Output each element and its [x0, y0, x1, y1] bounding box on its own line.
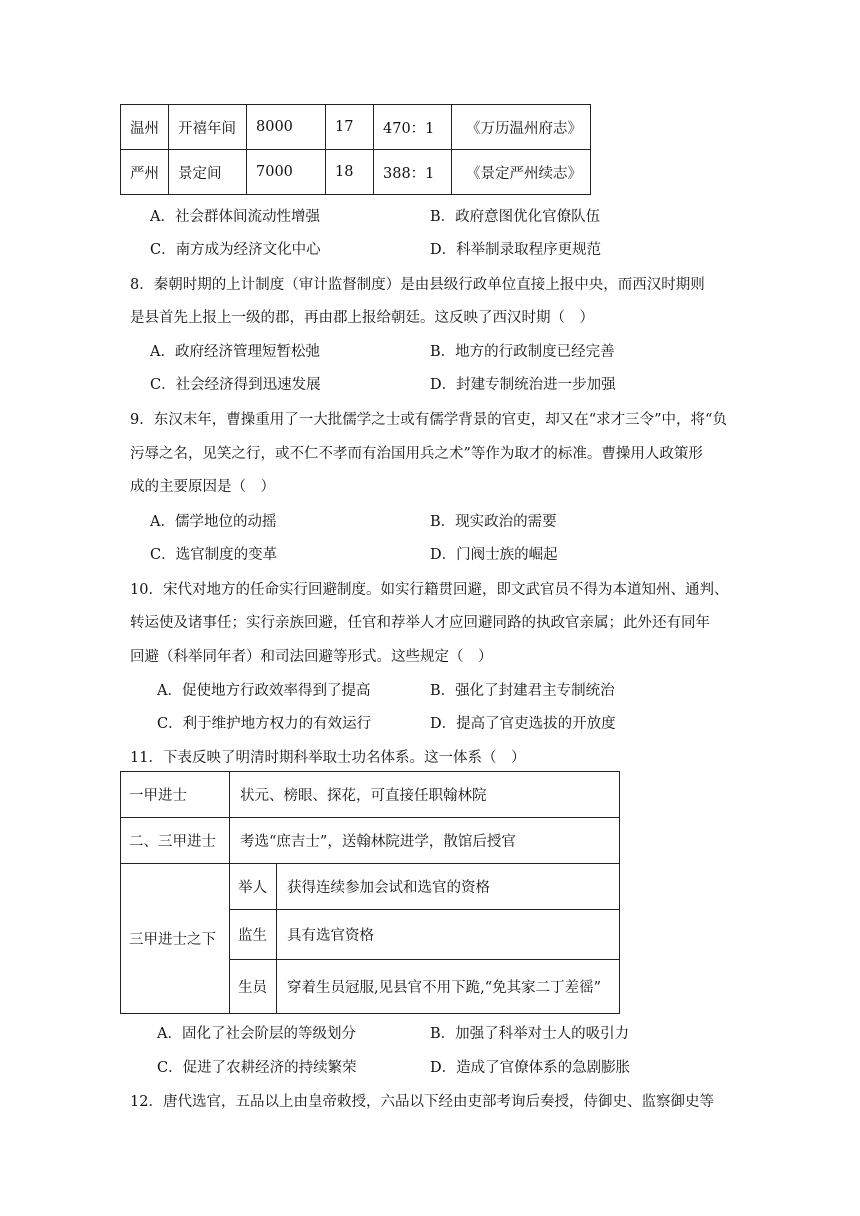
q10-option-b: B．强化了封建君主专制统治 [430, 683, 615, 699]
table-cell-head: 二、三甲进士 [121, 818, 230, 864]
q9-option-b: B．现实政治的需要 [430, 514, 557, 530]
table-cell: 温州 [121, 105, 169, 150]
table-cell: 严州 [121, 150, 169, 195]
table-cell: 388：1 [374, 150, 452, 195]
q11-option-c: C．促进了农耕经济的持续繁荣 [157, 1060, 357, 1076]
table-cell: 18 [326, 150, 374, 195]
q7-option-d: D．科举制录取程序更规范 [430, 242, 602, 258]
table-cell-head: 一甲进士 [121, 772, 230, 818]
q8-stem-line: 是县首先上报上一级的郡，再由郡上报给朝廷。这反映了西汉时期（ ） [130, 310, 594, 326]
q11-option-d: D．造成了官僚体系的急剧膨胀 [430, 1060, 631, 1076]
top-data-table [120, 104, 591, 195]
q8-stem-line: 8．秦朝时期的上计制度（审计监督制度）是由县级行政单位直接上报中央，而西汉时期则 [130, 277, 705, 293]
table-cell: 《万历温州府志》 [452, 105, 591, 150]
q7-option-c: C．南方成为经济文化中心 [150, 242, 321, 258]
q11-stem: 11．下表反映了明清时期科举取士功名体系。这一体系（ ） [130, 750, 526, 766]
q9-stem-line: 成的主要原因是（ ） [130, 479, 275, 495]
q7-option-b: B．政府意图优化官僚队伍 [430, 209, 601, 225]
q11-option-a: A．固化了社会阶层的等级划分 [157, 1026, 356, 1042]
q8-option-b: B．地方的行政制度已经完善 [430, 344, 615, 360]
q9-option-a: A．儒学地位的动摇 [150, 514, 277, 530]
q10-stem-line: 转运使及诸事任；实行亲族回避，任官和荐举人才应回避同路的执政官亲属；此外还有同年 [130, 615, 710, 631]
table-cell: 考选“庶吉士”，送翰林院进学，散馆后授官 [230, 818, 620, 864]
q9-stem-line: 9．东汉末年，曹操重用了一大批儒学之士或有儒学背景的官吏，却又在“求才三令”中，将“负 [130, 412, 727, 428]
table-cell: 17 [326, 105, 374, 150]
table-cell-head: 三甲进士之下 [121, 864, 230, 1014]
q10-option-d: D．提高了官吏选拔的开放度 [430, 716, 616, 732]
table-cell: 8000 [247, 105, 326, 150]
keju-rank-table [120, 771, 620, 1014]
q7-option-a: A．社会群体间流动性增强 [150, 209, 320, 225]
q8-option-a: A．政府经济管理短暂松弛 [150, 344, 320, 360]
q11-option-b: B．加强了科举对士人的吸引力 [430, 1026, 630, 1042]
table-cell: 举人 [230, 864, 277, 910]
q9-option-d: D．门阀士族的崛起 [430, 547, 558, 563]
table-row [121, 150, 591, 195]
table-cell: 具有选官资格 [277, 910, 620, 960]
table-row [121, 772, 620, 818]
q10-option-a: A．促使地方行政效率得到了提高 [157, 683, 371, 699]
q10-stem-line: 10．宋代对地方的任命实行回避制度。如实行籍贯回避，即文武官员不得为本道知州、通判、 [130, 582, 729, 598]
table-cell: 470：1 [374, 105, 452, 150]
table-cell: 景定间 [169, 150, 247, 195]
table-cell: 获得连续参加会试和选官的资格 [277, 864, 620, 910]
q12-stem-line: 12．唐代选官，五品以上由皇帝敕授，六品以下经由吏部考询后奏授，侍御史、监察御史等 [130, 1094, 714, 1110]
table-row [121, 864, 620, 910]
table-cell: 《景定严州续志》 [452, 150, 591, 195]
table-cell: 生员 [230, 960, 277, 1014]
q8-option-d: D．封建专制统治进一步加强 [430, 377, 616, 393]
q8-option-c: C．社会经济得到迅速发展 [150, 377, 321, 393]
q9-stem-line: 污辱之名，见笑之行，或不仁不孝而有治国用兵之术”等作为取才的标准。曹操用人政策形 [130, 446, 703, 462]
q10-option-c: C．利于维护地方权力的有效运行 [157, 716, 372, 732]
table-cell: 开禧年间 [169, 105, 247, 150]
table-row [121, 818, 620, 864]
table-cell: 穿着生员冠服,见县官不用下跪,“免其家二丁差徭” [277, 960, 620, 1014]
q10-stem-line: 回避（科举同年者）和司法回避等形式。这些规定（ ） [130, 649, 493, 665]
q9-option-c: C．选官制度的变革 [150, 547, 278, 563]
table-cell: 状元、榜眼、探花，可直接任职翰林院 [230, 772, 620, 818]
table-row [121, 105, 591, 150]
table-cell: 7000 [247, 150, 326, 195]
table-cell: 监生 [230, 910, 277, 960]
